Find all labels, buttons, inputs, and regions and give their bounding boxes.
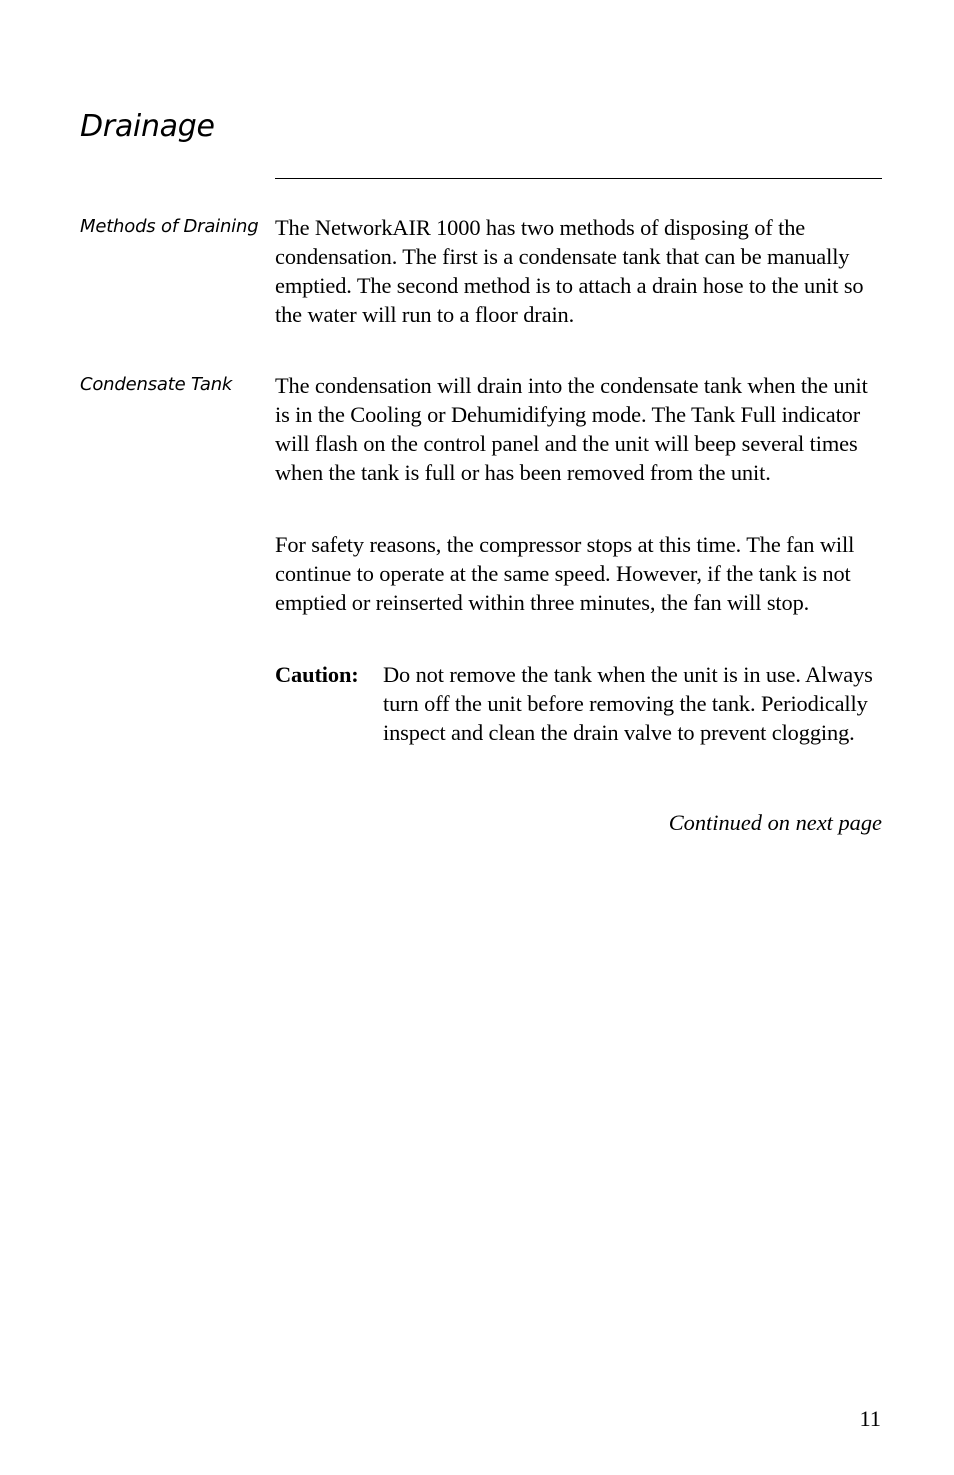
continued-on-next-page: Continued on next page — [668, 810, 882, 835]
paragraph-safety-compressor: For safety reasons, the compressor stops at this time. The fan will continue to operate at the same speed. However, if the tank is not emptied or reinserted within three minutes, the fan will stop. — [275, 532, 855, 616]
caution-label: Caution: — [275, 662, 359, 687]
title-divider — [275, 178, 882, 179]
page-number: 11 — [859, 1406, 881, 1431]
caution-text: Do not remove the tank when the unit is in use. Always turn off the unit before removing the tank. Periodically inspect and clean the drain valve to prevent clogging. — [383, 662, 873, 746]
paragraph-tank-full-indicator: The condensation will drain into the condensate tank when the unit is in the Cooling or Dehumidifying mode. The Tank Full indicator will flash on the control panel and the unit will beep several times when the tank is full or has been removed from the unit. — [275, 373, 868, 486]
paragraph-methods-of-draining: The NetworkAIR 1000 has two methods of disposing of the condensation. The first is a condensate tank that can be manually emptied. The second method is to attach a drain hose to the unit so the water will run to a floor drain. — [275, 215, 864, 328]
side-heading-condensate-tank: Condensate Tank — [80, 374, 233, 395]
page-title: Drainage — [80, 109, 215, 144]
side-heading-methods-of-draining: Methods of Draining — [80, 216, 259, 237]
